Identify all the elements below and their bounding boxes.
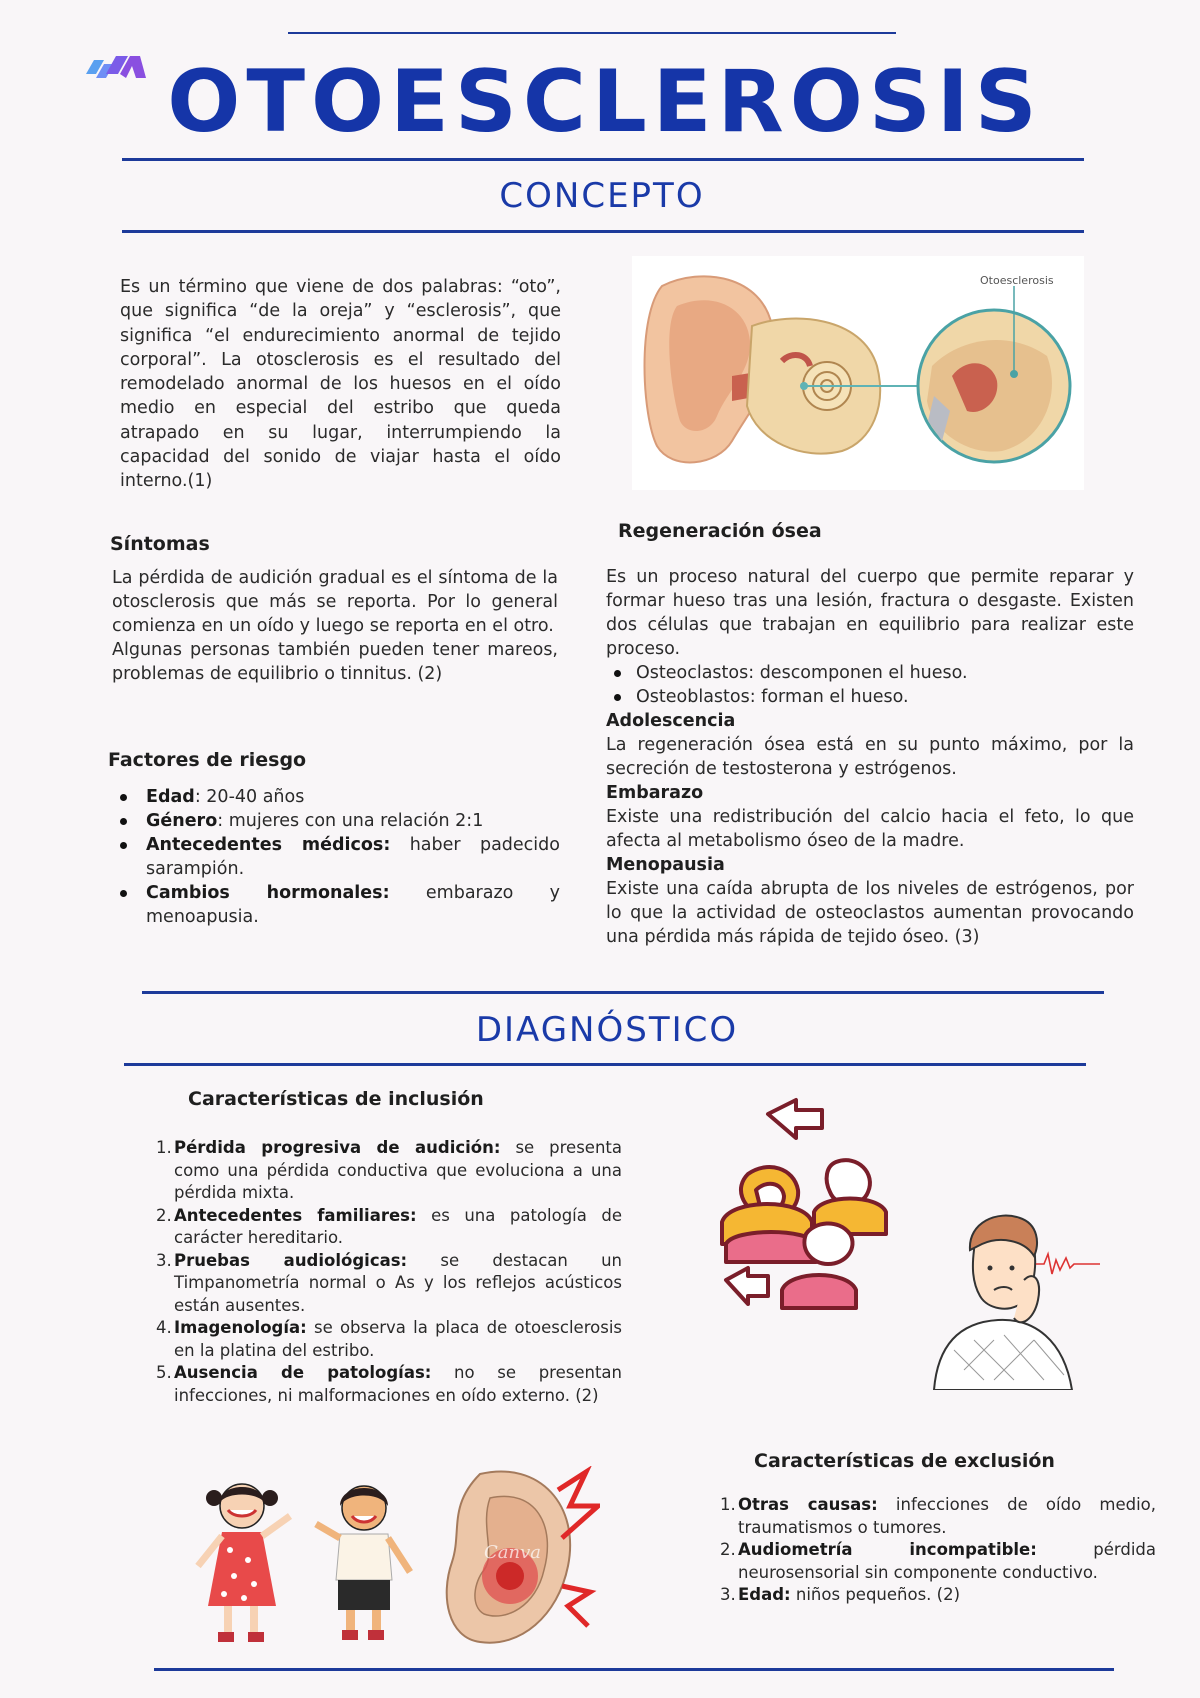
ear-anatomy-illustration <box>632 256 1084 490</box>
sintomas-block <box>112 566 558 686</box>
regeneracion-bullets <box>606 661 1134 709</box>
ear-pain-man-icon <box>924 1210 1102 1390</box>
ear-infection-icon <box>440 1466 600 1648</box>
regeneracion-intro: Es un proceso natural del cuerpo que permite reparar y formar hueso tras una lesión, fractura o desgaste. Existen dos células que trabajan en equilibrio para realizar este proceso. <box>606 567 1134 659</box>
regeneracion-heading: Regeneración ósea <box>618 520 822 542</box>
sintomas-heading: Síntomas <box>110 533 210 555</box>
inclusion-item: 2. Antecedentes familiares: es una patología de carácter hereditario. <box>156 1205 622 1247</box>
concepto-text: Es un término que viene de dos palabras: “oto”, que significa “de la oreja” y “esclerosis”, que significa “el endurecimiento anormal de tejido corporal”. La otosclerosis es el resultado del remodelado anormal de los huesos en el oído medio en especial del estribo que queda atrapado en su lugar, interrumpiendo la capacidad del sonido de viajar hasta el oído interno.(1) <box>120 277 561 492</box>
page-title: OTOESCLEROSIS <box>167 52 1043 152</box>
menopausia-text: Existe una caída abrupta de los niveles de estrógenos, por lo que la actividad de osteoclastos aumentan provocando una pérdida más rápida de tejido óseo. (3) <box>606 879 1134 947</box>
regeneracion-block <box>606 565 1134 949</box>
factor-item: Género: mujeres con una relación 2:1 <box>110 809 560 833</box>
diagnostico-heading: DIAGNÓSTICO <box>475 1010 739 1050</box>
concepto-heading: CONCEPTO <box>499 176 705 216</box>
embarazo-heading: Embarazo <box>606 783 704 803</box>
canva-watermark: Canva <box>484 1542 541 1563</box>
exclusion-item: 3. Edad: niños pequeños. (2) <box>720 1585 961 1604</box>
kids-icon <box>194 1476 432 1648</box>
children-illustration <box>194 1476 432 1648</box>
top-rule <box>288 32 896 34</box>
inclusion-item: 4. Imagenología: se observa la placa de otoesclerosis en la platina del estribo. <box>156 1318 622 1360</box>
menopausia-heading: Menopausia <box>606 855 725 875</box>
regeneracion-bullet: Osteoclastos: descomponen el hueso. <box>606 661 1134 685</box>
exclusion-list <box>720 1494 1156 1607</box>
concepto-rule <box>122 230 1084 233</box>
ear-anatomy-image <box>632 256 1084 490</box>
sintomas-p2: Algunas personas también pueden tener mareos, problemas de equilibrio o tinnitus. (2) <box>112 640 558 684</box>
factor-item: Edad: 20-40 años <box>110 785 560 809</box>
diagnostico-rule-bottom <box>124 1063 1086 1066</box>
exclusion-heading: Características de exclusión <box>754 1450 1055 1472</box>
embarazo-text: Existe una redistribución del calcio hacia el feto, lo que afecta al metabolismo óseo de la madre. <box>606 807 1134 851</box>
inclusion-item: 1. Pérdida progresiva de audición: se presenta como una pérdida conductiva que evoluciona a una pérdida mixta. <box>156 1138 622 1202</box>
title-rule-bottom <box>122 158 1084 161</box>
sintomas-p1: La pérdida de audición gradual es el síntoma de la otosclerosis que más se reporta. Por lo general comienza en un oído y luego se reporta en el otro. <box>112 568 558 636</box>
family-heredity-illustration <box>718 1094 902 1330</box>
factores-heading: Factores de riesgo <box>108 749 307 771</box>
exclusion-item: 2. Audiometría incompatible: pérdida neurosensorial sin componente conductivo. <box>720 1540 1156 1582</box>
exclusion-item: 1. Otras causas: infecciones de oído medio, traumatismos o tumores. <box>720 1495 1156 1537</box>
factor-item: Cambios hormonales: embarazo y menoapusia. <box>110 881 560 929</box>
man-tinnitus-illustration <box>924 1210 1102 1390</box>
factor-item: Antecedentes médicos: haber padecido sarampión. <box>110 833 560 881</box>
inclusion-item: 5. Ausencia de patologías: no se presentan infecciones, ni malformaciones en oído externo. (2) <box>156 1363 622 1405</box>
regeneracion-bullet: Osteoblastos: forman el hueso. <box>606 685 1134 709</box>
bottom-rule <box>154 1668 1114 1671</box>
ear-image-label: Otoesclerosis <box>980 274 1054 287</box>
adolescencia-text: La regeneración ósea está en su punto máximo, por la secreción de testosterona y estrógenos. <box>606 735 1134 779</box>
inclusion-heading: Características de inclusión <box>188 1088 484 1110</box>
diagnostico-rule-top <box>142 991 1104 994</box>
ear-pain-illustration <box>440 1466 600 1648</box>
heredity-icon <box>718 1094 902 1330</box>
inclusion-item: 3. Pruebas audiológicas: se destacan un Timpanometría normal o As y los reflejos acústicos están ausentes. <box>156 1250 622 1315</box>
factores-list <box>110 785 560 929</box>
adolescencia-heading: Adolescencia <box>606 711 736 731</box>
inclusion-list <box>156 1137 622 1407</box>
